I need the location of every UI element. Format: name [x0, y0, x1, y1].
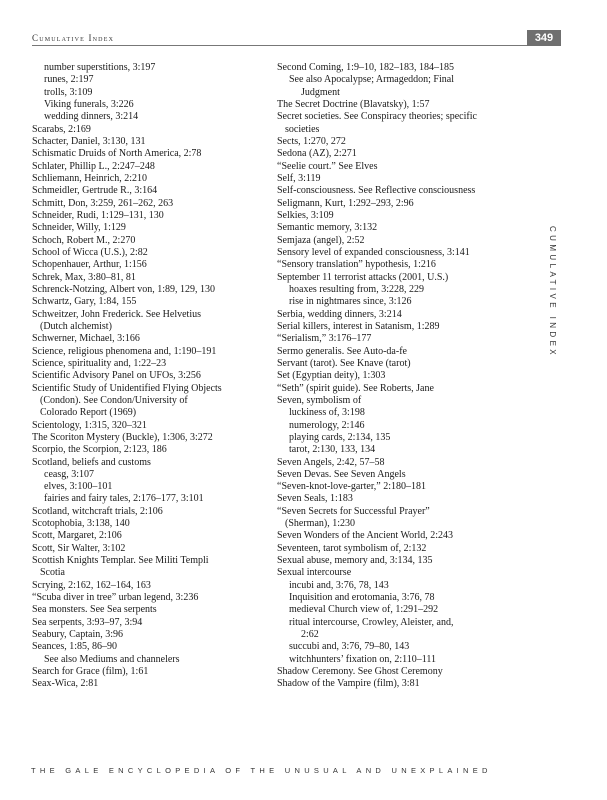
index-entry: Schwerner, Michael, 3:166 — [32, 333, 140, 345]
index-entry: Search for Grace (film), 1:61 — [32, 666, 149, 678]
index-entry: (Sherman), 1:230 — [285, 518, 355, 530]
index-entry: Scottish Knights Templar. See Militi Templi — [32, 555, 209, 567]
index-entry: hoaxes resulting from, 3:228, 229 — [289, 283, 424, 295]
page-number: 349 — [527, 30, 561, 46]
index-entry: Sea serpents, 3:93–97, 3:94 — [32, 616, 143, 628]
index-entry: Seven Seals, 1:183 — [277, 493, 353, 505]
index-entry: tarot, 2:130, 133, 134 — [289, 444, 376, 456]
index-entry: Sedona (AZ), 2:271 — [277, 148, 357, 160]
index-entry: Schopenhauer, Arthur, 1:156 — [32, 259, 147, 271]
index-entry: Scotia — [40, 567, 65, 579]
index-entry: Schacter, Daniel, 3:130, 131 — [32, 135, 146, 147]
index-entry: Schmeidler, Gertrude R., 3:164 — [32, 185, 158, 197]
index-entry: Schlater, Phillip L., 2:247–248 — [32, 160, 155, 172]
index-entry: Sermo generalis. See Auto-da-fe — [277, 345, 407, 357]
index-entry: Sexual abuse, memory and, 3:134, 135 — [277, 555, 433, 567]
right-column — [277, 62, 532, 691]
index-entry: School of Wicca (U.S.), 2:82 — [32, 246, 148, 258]
index-entry: luckiness of, 3:198 — [289, 407, 365, 419]
index-entry: (Dutch alchemist) — [40, 320, 112, 332]
index-entry: rise in nightmares since, 3:126 — [289, 296, 412, 308]
index-entry: wedding dinners, 3:214 — [44, 111, 139, 123]
index-entry: Schneider, Rudi, 1:129–131, 130 — [32, 209, 164, 221]
index-entry: Semantic memory, 3:132 — [277, 222, 378, 234]
index-entry: Schliemann, Heinrich, 2:210 — [32, 172, 147, 184]
index-entry: Second Coming, 1:9–10, 182–183, 184–185 — [277, 62, 454, 73]
index-entry: See also Mediums and channelers — [44, 653, 180, 665]
index-entry: 2:62 — [301, 629, 319, 641]
index-entry: “Seelie court.” See Elves — [277, 160, 378, 172]
index-entry: societies — [285, 123, 320, 135]
index-entry: Scotland, beliefs and customs — [32, 456, 151, 468]
index-entry: “Scuba diver in tree” urban legend, 3:236 — [32, 592, 199, 604]
index-entry: Serbia, wedding dinners, 3:214 — [277, 308, 402, 320]
index-entry: “Sensory translation” hypothesis, 1:216 — [277, 259, 436, 271]
index-entry: Semjaza (angel), 2:52 — [277, 234, 365, 246]
index-entry: Seven Wonders of the Ancient World, 2:243 — [277, 530, 454, 542]
index-entry: Schrek, Max, 3:80–81, 81 — [32, 271, 136, 283]
index-entry: witchhunters’ fixation on, 2:110–111 — [289, 653, 437, 665]
index-entry: Judgment — [301, 86, 340, 98]
index-entry: September 11 terrorist attacks (2001, U.S.) — [277, 271, 449, 283]
index-entry: Seligmann, Kurt, 1:292–293, 2:96 — [277, 197, 414, 209]
index-entry: succubi and, 3:76, 79–80, 143 — [289, 641, 410, 653]
index-entry: Seances, 1:85, 86–90 — [32, 641, 117, 653]
index-entry: “Serialism,” 3:176–177 — [277, 333, 372, 345]
index-entry: Sexual intercourse — [277, 567, 352, 579]
index-entry: playing cards, 2:134, 135 — [289, 431, 391, 443]
index-entry: fairies and fairy tales, 2:176–177, 3:101 — [44, 493, 204, 505]
index-entry: number superstitions, 3:197 — [44, 62, 156, 73]
index-entry: Schneider, Willy, 1:129 — [32, 222, 126, 234]
index-entry: trolls, 3:109 — [44, 86, 93, 98]
index-entry: Seventeen, tarot symbolism of, 2:132 — [277, 542, 427, 554]
index-entry: Scientific Advisory Panel on UFOs, 3:256 — [32, 370, 201, 382]
footer-title: THE GALE ENCYCLOPEDIA OF THE UNUSUAL AND UNEXPLAINED — [31, 766, 492, 775]
index-entry: Shadow Ceremony. See Ghost Ceremony — [277, 666, 443, 678]
index-entry: Self-consciousness. See Reflective consciousness — [277, 185, 476, 197]
index-entry: Sects, 1:270, 272 — [277, 135, 346, 147]
index-entry: Seven Angels, 2:42, 57–58 — [277, 456, 385, 468]
index-entry: Scott, Margaret, 2:106 — [32, 530, 122, 542]
index-entry: Scientific Study of Unidentified Flying Objects — [32, 382, 222, 394]
index-entry: Set (Egyptian deity), 1:303 — [277, 370, 386, 382]
running-header-title: Cumulative Index — [32, 33, 115, 43]
index-entry: Schoch, Robert M., 2:270 — [32, 234, 136, 246]
index-entry: Schmitt, Don, 3:259, 261–262, 263 — [32, 197, 174, 209]
index-entry: The Secret Doctrine (Blavatsky), 1:57 — [277, 98, 430, 110]
index-entry: Seabury, Captain, 3:96 — [32, 629, 124, 641]
index-entry: Schweitzer, John Frederick. See Helvetius — [32, 308, 201, 320]
index-entry: runes, 2:197 — [44, 74, 94, 86]
index-entry: Seax-Wica, 2:81 — [32, 678, 99, 690]
index-entry: Colorado Report (1969) — [40, 407, 137, 419]
index-entry: ceasg, 3:107 — [44, 468, 94, 480]
index-entry: Servant (tarot). See Knave (tarot) — [277, 357, 411, 369]
header-rule — [32, 45, 535, 46]
index-entry: Scotland, witchcraft trials, 2:106 — [32, 505, 163, 517]
index-entry: Scotophobia, 3:138, 140 — [32, 518, 130, 530]
index-entry: Self, 3:119 — [277, 172, 321, 184]
index-entry: Seven Devas. See Seven Angels — [277, 468, 406, 480]
left-column — [32, 62, 270, 691]
index-entry: Science, religious phenomena and, 1:190–191 — [32, 345, 217, 357]
index-entry: Serial killers, interest in Satanism, 1:289 — [277, 320, 440, 332]
index-entry: Viking funerals, 3:226 — [44, 98, 134, 110]
index-entry: “Seven Secrets for Successful Prayer” — [277, 505, 430, 517]
index-entry: Selkies, 3:109 — [277, 209, 334, 221]
index-entry: numerology, 2:146 — [289, 419, 365, 431]
index-entry: incubi and, 3:76, 78, 143 — [289, 579, 389, 591]
index-entry: Sea monsters. See Sea serpents — [32, 604, 157, 616]
index-entry: Sensory level of expanded consciousness, 3:141 — [277, 246, 470, 258]
index-entry: medieval Church view of, 1:291–292 — [289, 604, 439, 616]
index-entry: “Seven-knot-love-garter,” 2:180–181 — [277, 481, 426, 493]
index-entry: Seven, symbolism of — [277, 394, 362, 406]
index-entry: See also Apocalypse; Armageddon; Final — [289, 74, 454, 86]
index-entry: Schwartz, Gary, 1:84, 155 — [32, 296, 137, 308]
index-entry: Schismatic Druids of North America, 2:78 — [32, 148, 202, 160]
index-entry: Scrying, 2:162, 162–164, 163 — [32, 579, 151, 591]
index-entry: (Condon). See Condon/University of — [40, 394, 188, 406]
index-entry: Science, spirituality and, 1:22–23 — [32, 357, 167, 369]
index-entry: elves, 3:100–101 — [44, 481, 113, 493]
index-entry: Shadow of the Vampire (film), 3:81 — [277, 678, 420, 690]
index-entry: “Seth” (spirit guide). See Roberts, Jane — [277, 382, 434, 394]
index-entry: Scorpio, the Scorpion, 2:123, 186 — [32, 444, 167, 456]
index-entry: Secret societies. See Conspiracy theories; specific — [277, 111, 477, 123]
index-entry: ritual intercourse, Crowley, Aleister, and, — [289, 616, 454, 628]
index-entry: The Scoriton Mystery (Buckle), 1:306, 3:272 — [32, 431, 213, 443]
side-label: CUMULATIVE INDEX — [548, 226, 557, 359]
index-entry: Inquisition and erotomania, 3:76, 78 — [289, 592, 435, 604]
index-entry: Schrenck-Notzing, Albert von, 1:89, 129, 130 — [32, 283, 216, 295]
index-entry: Scarabs, 2:169 — [32, 123, 91, 135]
index-entry: Scott, Sir Walter, 3:102 — [32, 542, 126, 554]
index-entry: Scientology, 1:315, 320–321 — [32, 419, 147, 431]
